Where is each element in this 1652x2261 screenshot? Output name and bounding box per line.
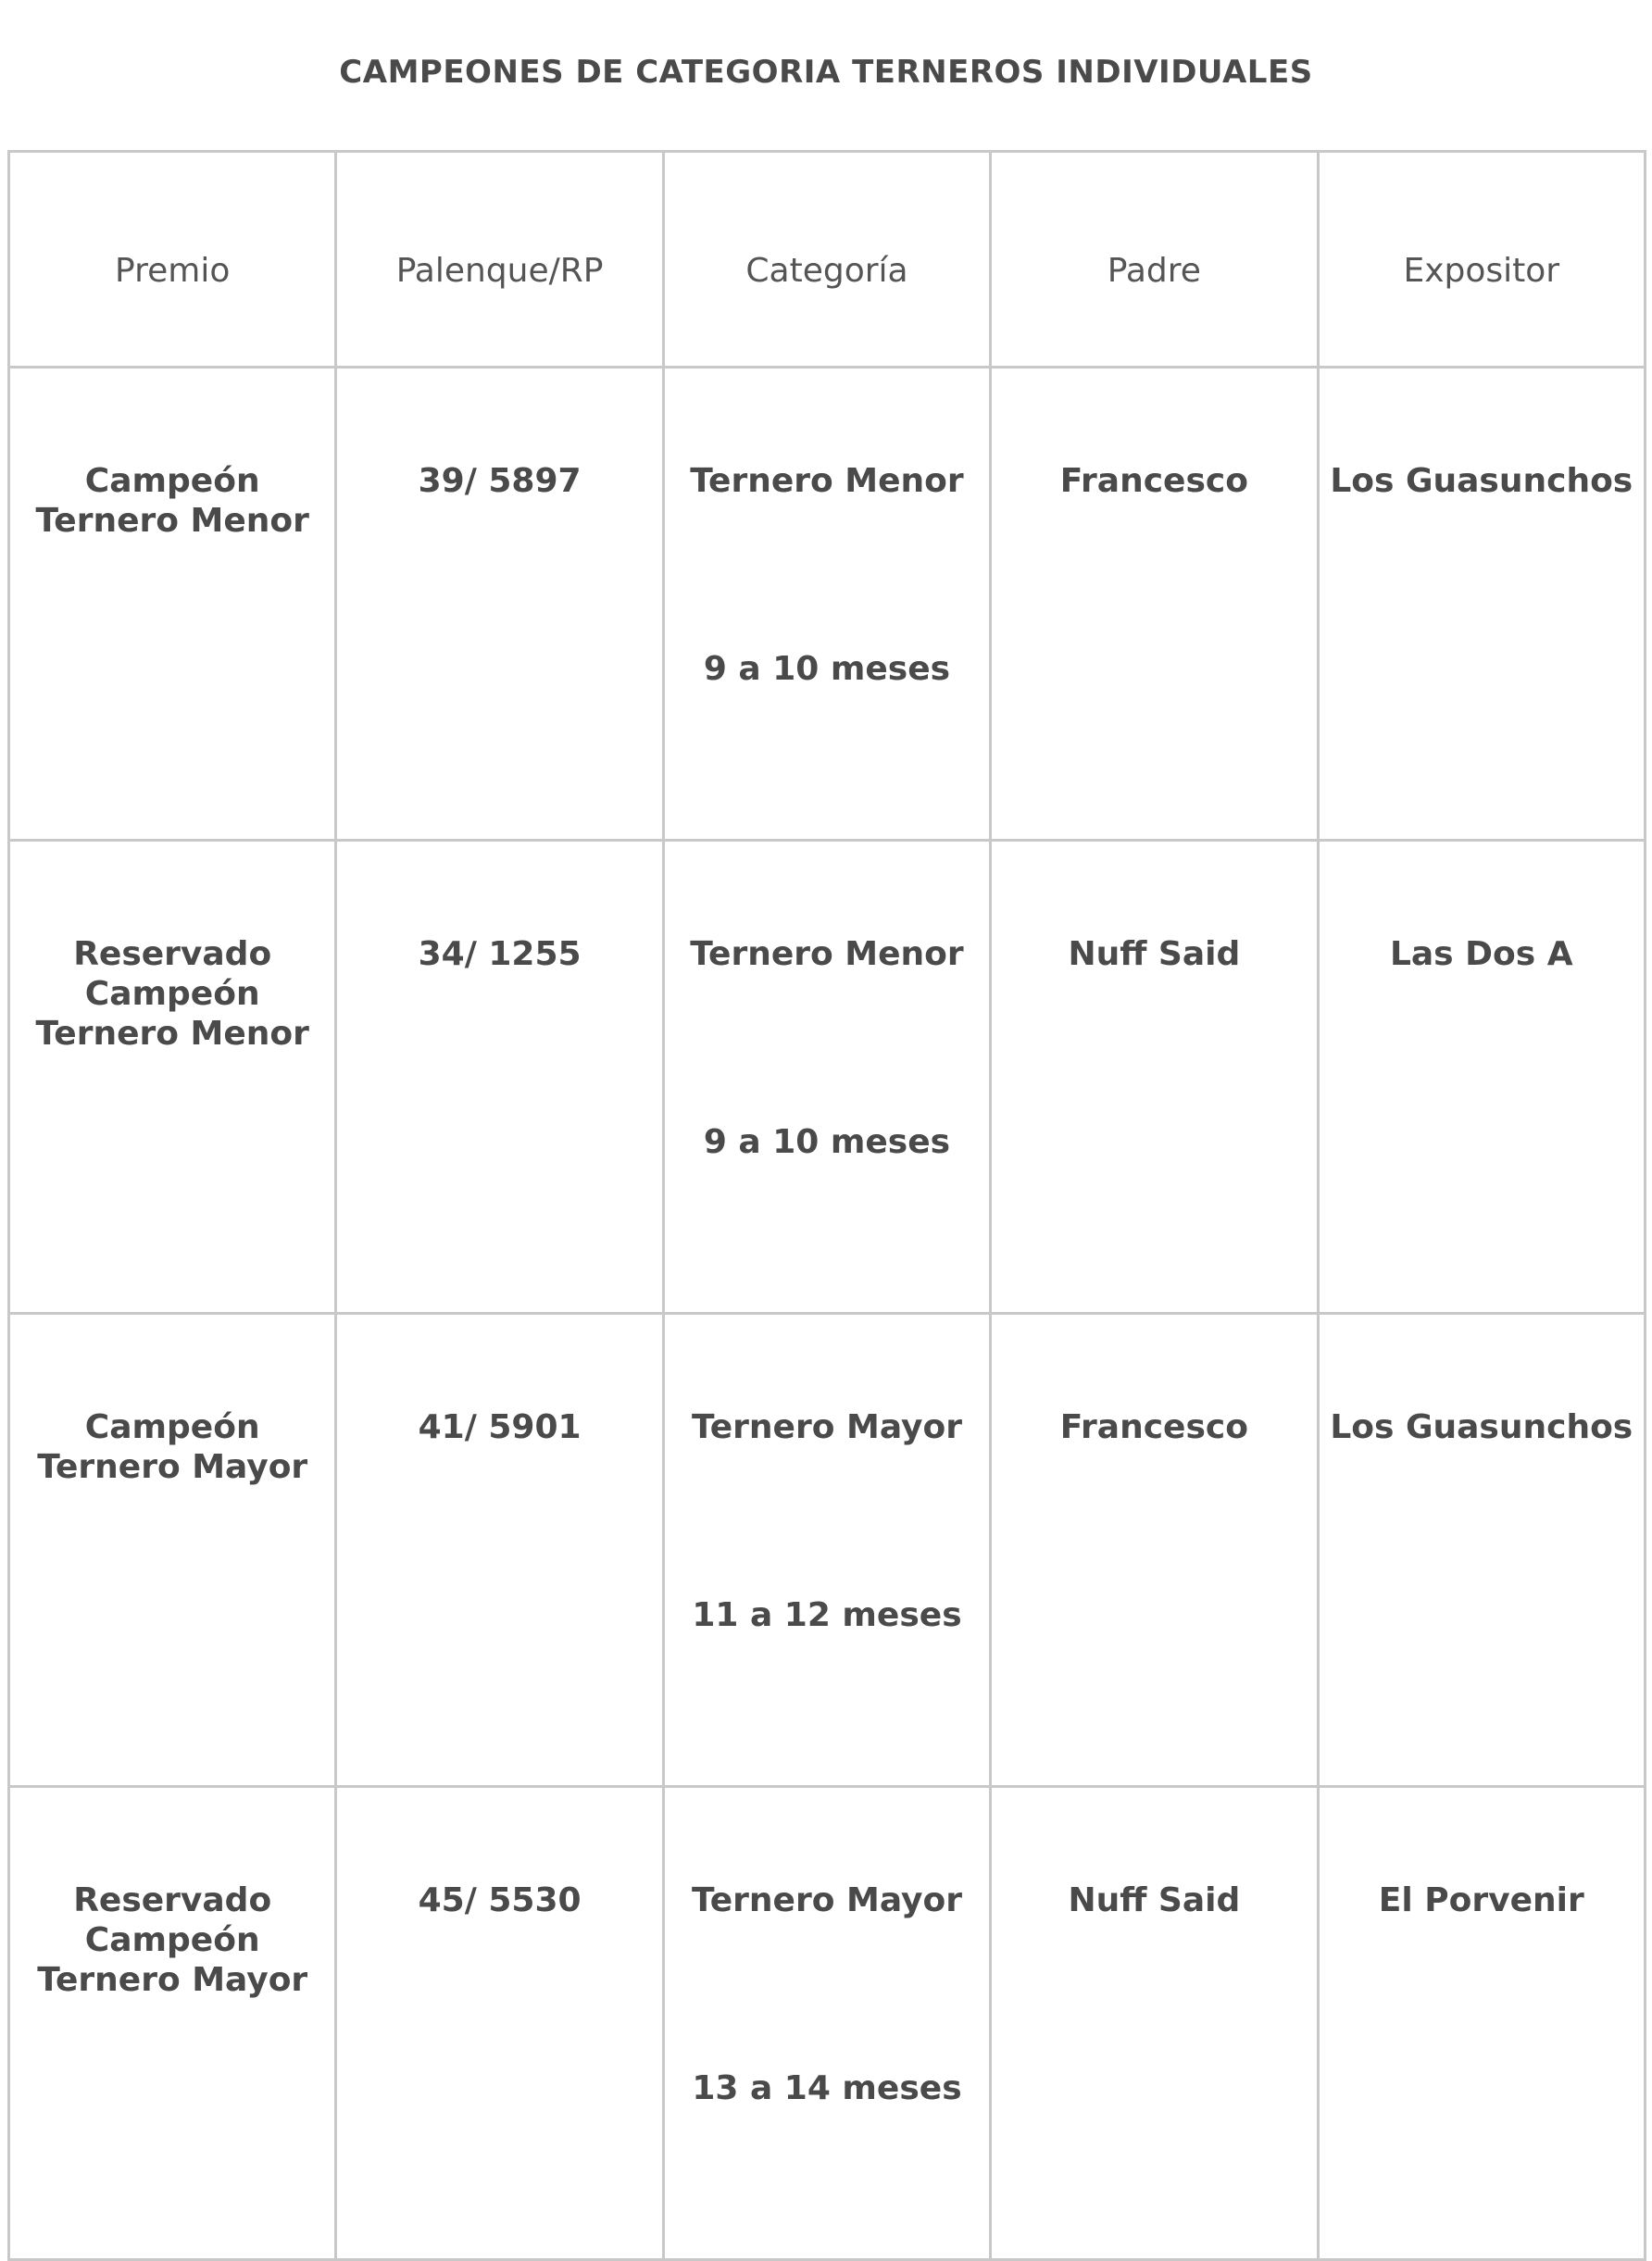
table-row — [10, 1315, 1646, 1788]
header-expositor: Expositor — [1320, 153, 1646, 369]
categoria-name: Ternero Menor — [690, 462, 964, 500]
cell-premio: Campeón Ternero Menor — [10, 369, 337, 842]
categoria-age: 9 a 10 meses — [703, 1123, 951, 1161]
categoria-name: Ternero Mayor — [691, 1881, 962, 1919]
cell-palenque: 39/ 5897 — [337, 369, 664, 842]
table-row — [10, 1788, 1646, 2261]
header-categoria: Categoría — [665, 153, 992, 369]
cell-padre: Francesco — [992, 1315, 1319, 1788]
cell-padre: Francesco — [992, 369, 1319, 842]
cell-expositor: Los Guasunchos — [1320, 369, 1646, 842]
cell-premio: Campeón Ternero Mayor — [10, 1315, 337, 1788]
header-padre: Padre — [992, 153, 1319, 369]
table-row — [10, 842, 1646, 1315]
categoria-name: Ternero Mayor — [691, 1408, 962, 1446]
cell-expositor: Los Guasunchos — [1320, 1315, 1646, 1788]
cell-padre: Nuff Said — [992, 1788, 1319, 2261]
results-table — [7, 150, 1646, 2261]
cell-padre: Nuff Said — [992, 842, 1319, 1315]
cell-premio: Reservado Campeón Ternero Mayor — [10, 1788, 337, 2261]
cell-categoria — [665, 1788, 992, 2261]
header-palenque-rp: Palenque/RP — [337, 153, 664, 369]
cell-premio: Reservado Campeón Ternero Menor — [10, 842, 337, 1315]
categoria-age: 9 a 10 meses — [703, 650, 951, 688]
cell-categoria — [665, 1315, 992, 1788]
cell-palenque: 41/ 5901 — [337, 1315, 664, 1788]
cell-palenque: 34/ 1255 — [337, 842, 664, 1315]
cell-expositor: El Porvenir — [1320, 1788, 1646, 2261]
cell-categoria — [665, 369, 992, 842]
cell-expositor: Las Dos A — [1320, 842, 1646, 1315]
cell-categoria — [665, 842, 992, 1315]
table-row — [10, 369, 1646, 842]
header-row — [10, 153, 1646, 369]
categoria-name: Ternero Menor — [690, 935, 964, 973]
categoria-age: 13 a 14 meses — [692, 2069, 962, 2107]
page-title: CAMPEONES DE CATEGORIA TERNEROS INDIVIDUALES — [339, 54, 1313, 91]
cell-palenque: 45/ 5530 — [337, 1788, 664, 2261]
categoria-age: 11 a 12 meses — [692, 1596, 962, 1634]
header-premio: Premio — [10, 153, 337, 369]
